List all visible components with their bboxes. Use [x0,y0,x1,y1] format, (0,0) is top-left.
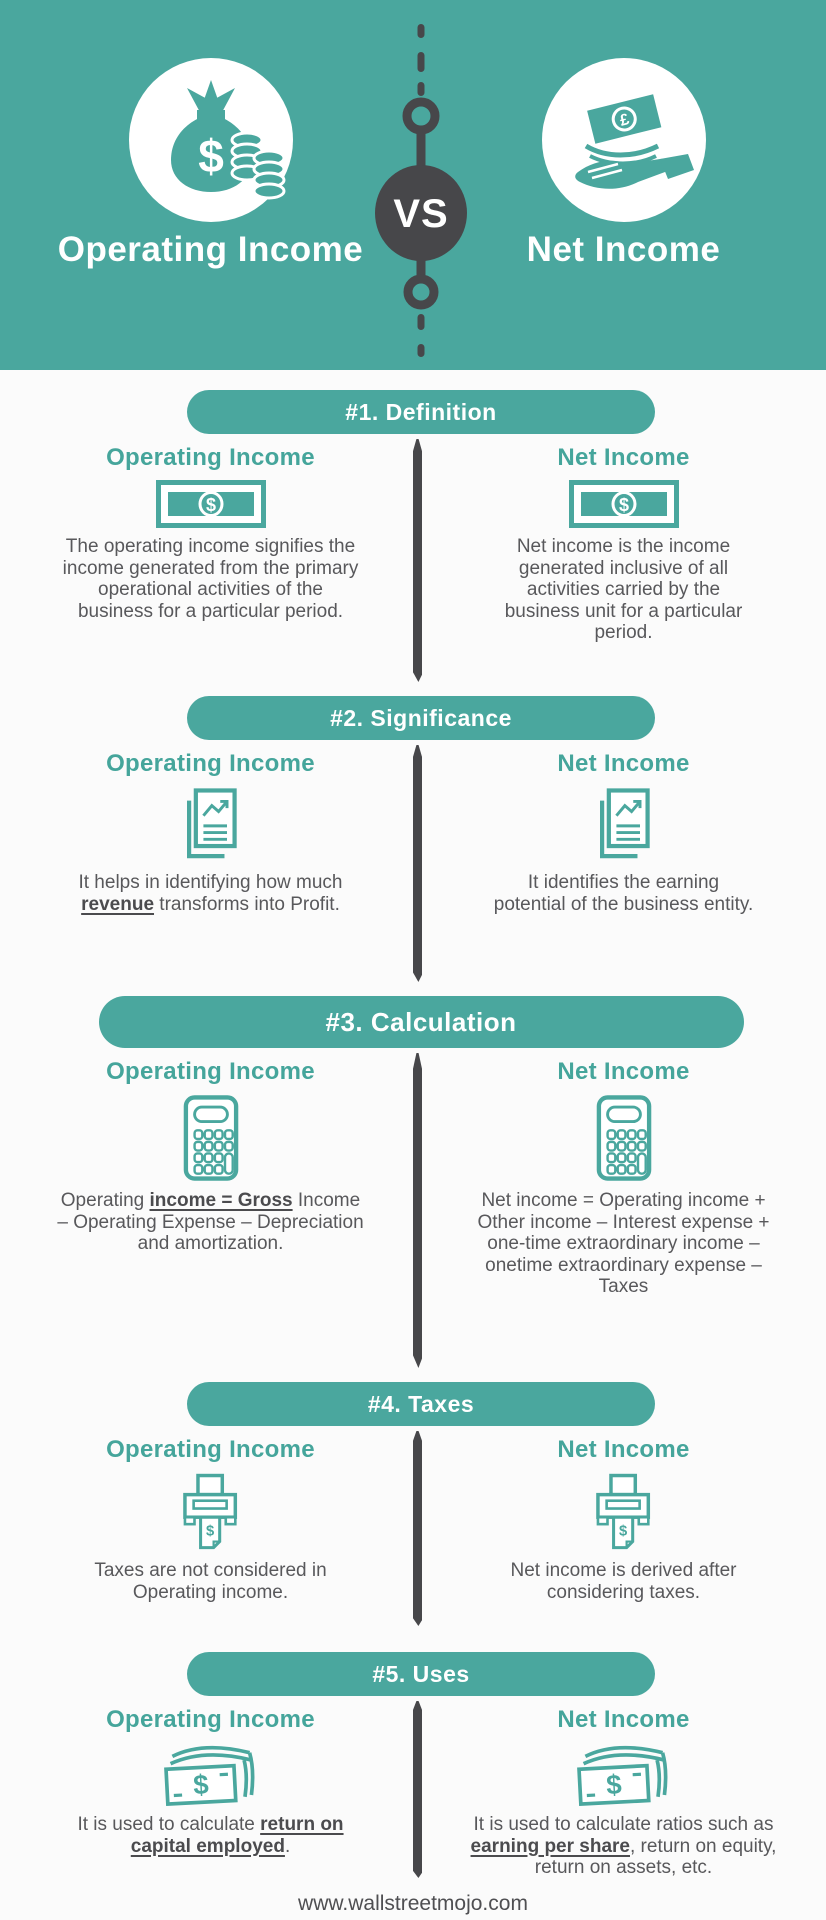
column-heading-net-income: Net Income [557,1706,690,1733]
report-chart-icon [592,786,656,864]
calculation-operating-text: Operating income = Gross Income – Operating Expense – Depreciation and amortization. [57,1190,364,1254]
section-2-badge [187,696,655,740]
section-divider [413,439,422,682]
column-heading-net-income: Net Income [557,1436,690,1463]
column-heading-net-income: Net Income [557,750,690,777]
definition-net-text: Net income is the income generated inclusive of all activities carried by the business unit for a particular period. [504,536,743,643]
vs-chain-ornament [361,0,481,370]
section-calculation [0,996,826,1382]
section-5-badge [187,1652,655,1696]
svg-text:$: $ [197,130,224,182]
banknotes-stack-icon [576,1738,672,1806]
definition-operating-text: The operating income signifies the income generated from the primary operational activities of the business for a particular period. [62,536,359,622]
money-bag-coins-icon [129,58,293,222]
uses-net-text: It is used to calculate ratios such as earning per share, return on equity, return on assets, etc. [470,1814,777,1878]
taxes-net-text: Net income is derived after considering taxes. [510,1560,737,1603]
taxes-operating-text: Taxes are not considered in Operating income. [94,1560,327,1603]
column-heading-operating-income: Operating Income [106,750,315,777]
calculation-net-text: Net income = Operating income + Other income – Interest expense + one-time extraordinary income – onetime extraordinary expense – Taxes [477,1190,770,1297]
section-divider [413,1701,422,1878]
hero-left-column [0,0,421,370]
section-taxes [0,1382,826,1652]
tax-receipt-printer-icon [591,1472,657,1552]
dollar-bill-icon [156,480,266,528]
column-heading-operating-income: Operating Income [106,1706,315,1733]
section-divider [413,1431,422,1626]
calculator-icon [596,1094,652,1182]
tax-receipt-printer-icon [178,1472,244,1552]
section-2-badge-label: #2. Significance [330,704,512,731]
dollar-bill-icon [569,480,679,528]
hero-right-column [421,0,826,370]
hero-header [0,0,826,370]
column-heading-operating-income: Operating Income [106,1436,315,1463]
uses-operating-text: It is used to calculate return on capital employed. [77,1814,344,1857]
hero-left-title: Operating Income [57,230,364,269]
section-3-badge [99,996,744,1048]
vs-label: VS [393,192,449,236]
site-footer [0,1892,826,1920]
website-url: www.wallstreetmojo.com [298,1892,528,1915]
banknotes-stack-icon [163,1738,259,1806]
section-4-badge-label: #4. Taxes [367,1390,475,1417]
column-heading-net-income: Net Income [557,1058,690,1085]
hand-banknote-icon [542,58,706,222]
section-significance [0,696,826,996]
section-uses [0,1652,826,1892]
section-definition [0,370,826,696]
section-1-badge-label: #1. Definition [345,398,497,425]
column-heading-net-income: Net Income [557,444,690,471]
section-4-badge [187,1382,655,1426]
section-3-badge-label: #3. Calculation [325,1006,517,1037]
section-divider [413,1053,422,1368]
svg-text:£: £ [617,111,631,130]
section-divider [413,745,422,982]
section-1-badge [187,390,655,434]
significance-operating-text: It helps in identifying how much revenue transforms into Profit. [78,872,343,915]
significance-net-text: It identifies the earning potential of the business entity. [493,872,754,915]
column-heading-operating-income: Operating Income [106,444,315,471]
calculator-icon [183,1094,239,1182]
hero-right-title: Net Income [526,230,721,269]
section-5-badge-label: #5. Uses [372,1660,470,1687]
report-chart-icon [179,786,243,864]
column-heading-operating-income: Operating Income [106,1058,315,1085]
